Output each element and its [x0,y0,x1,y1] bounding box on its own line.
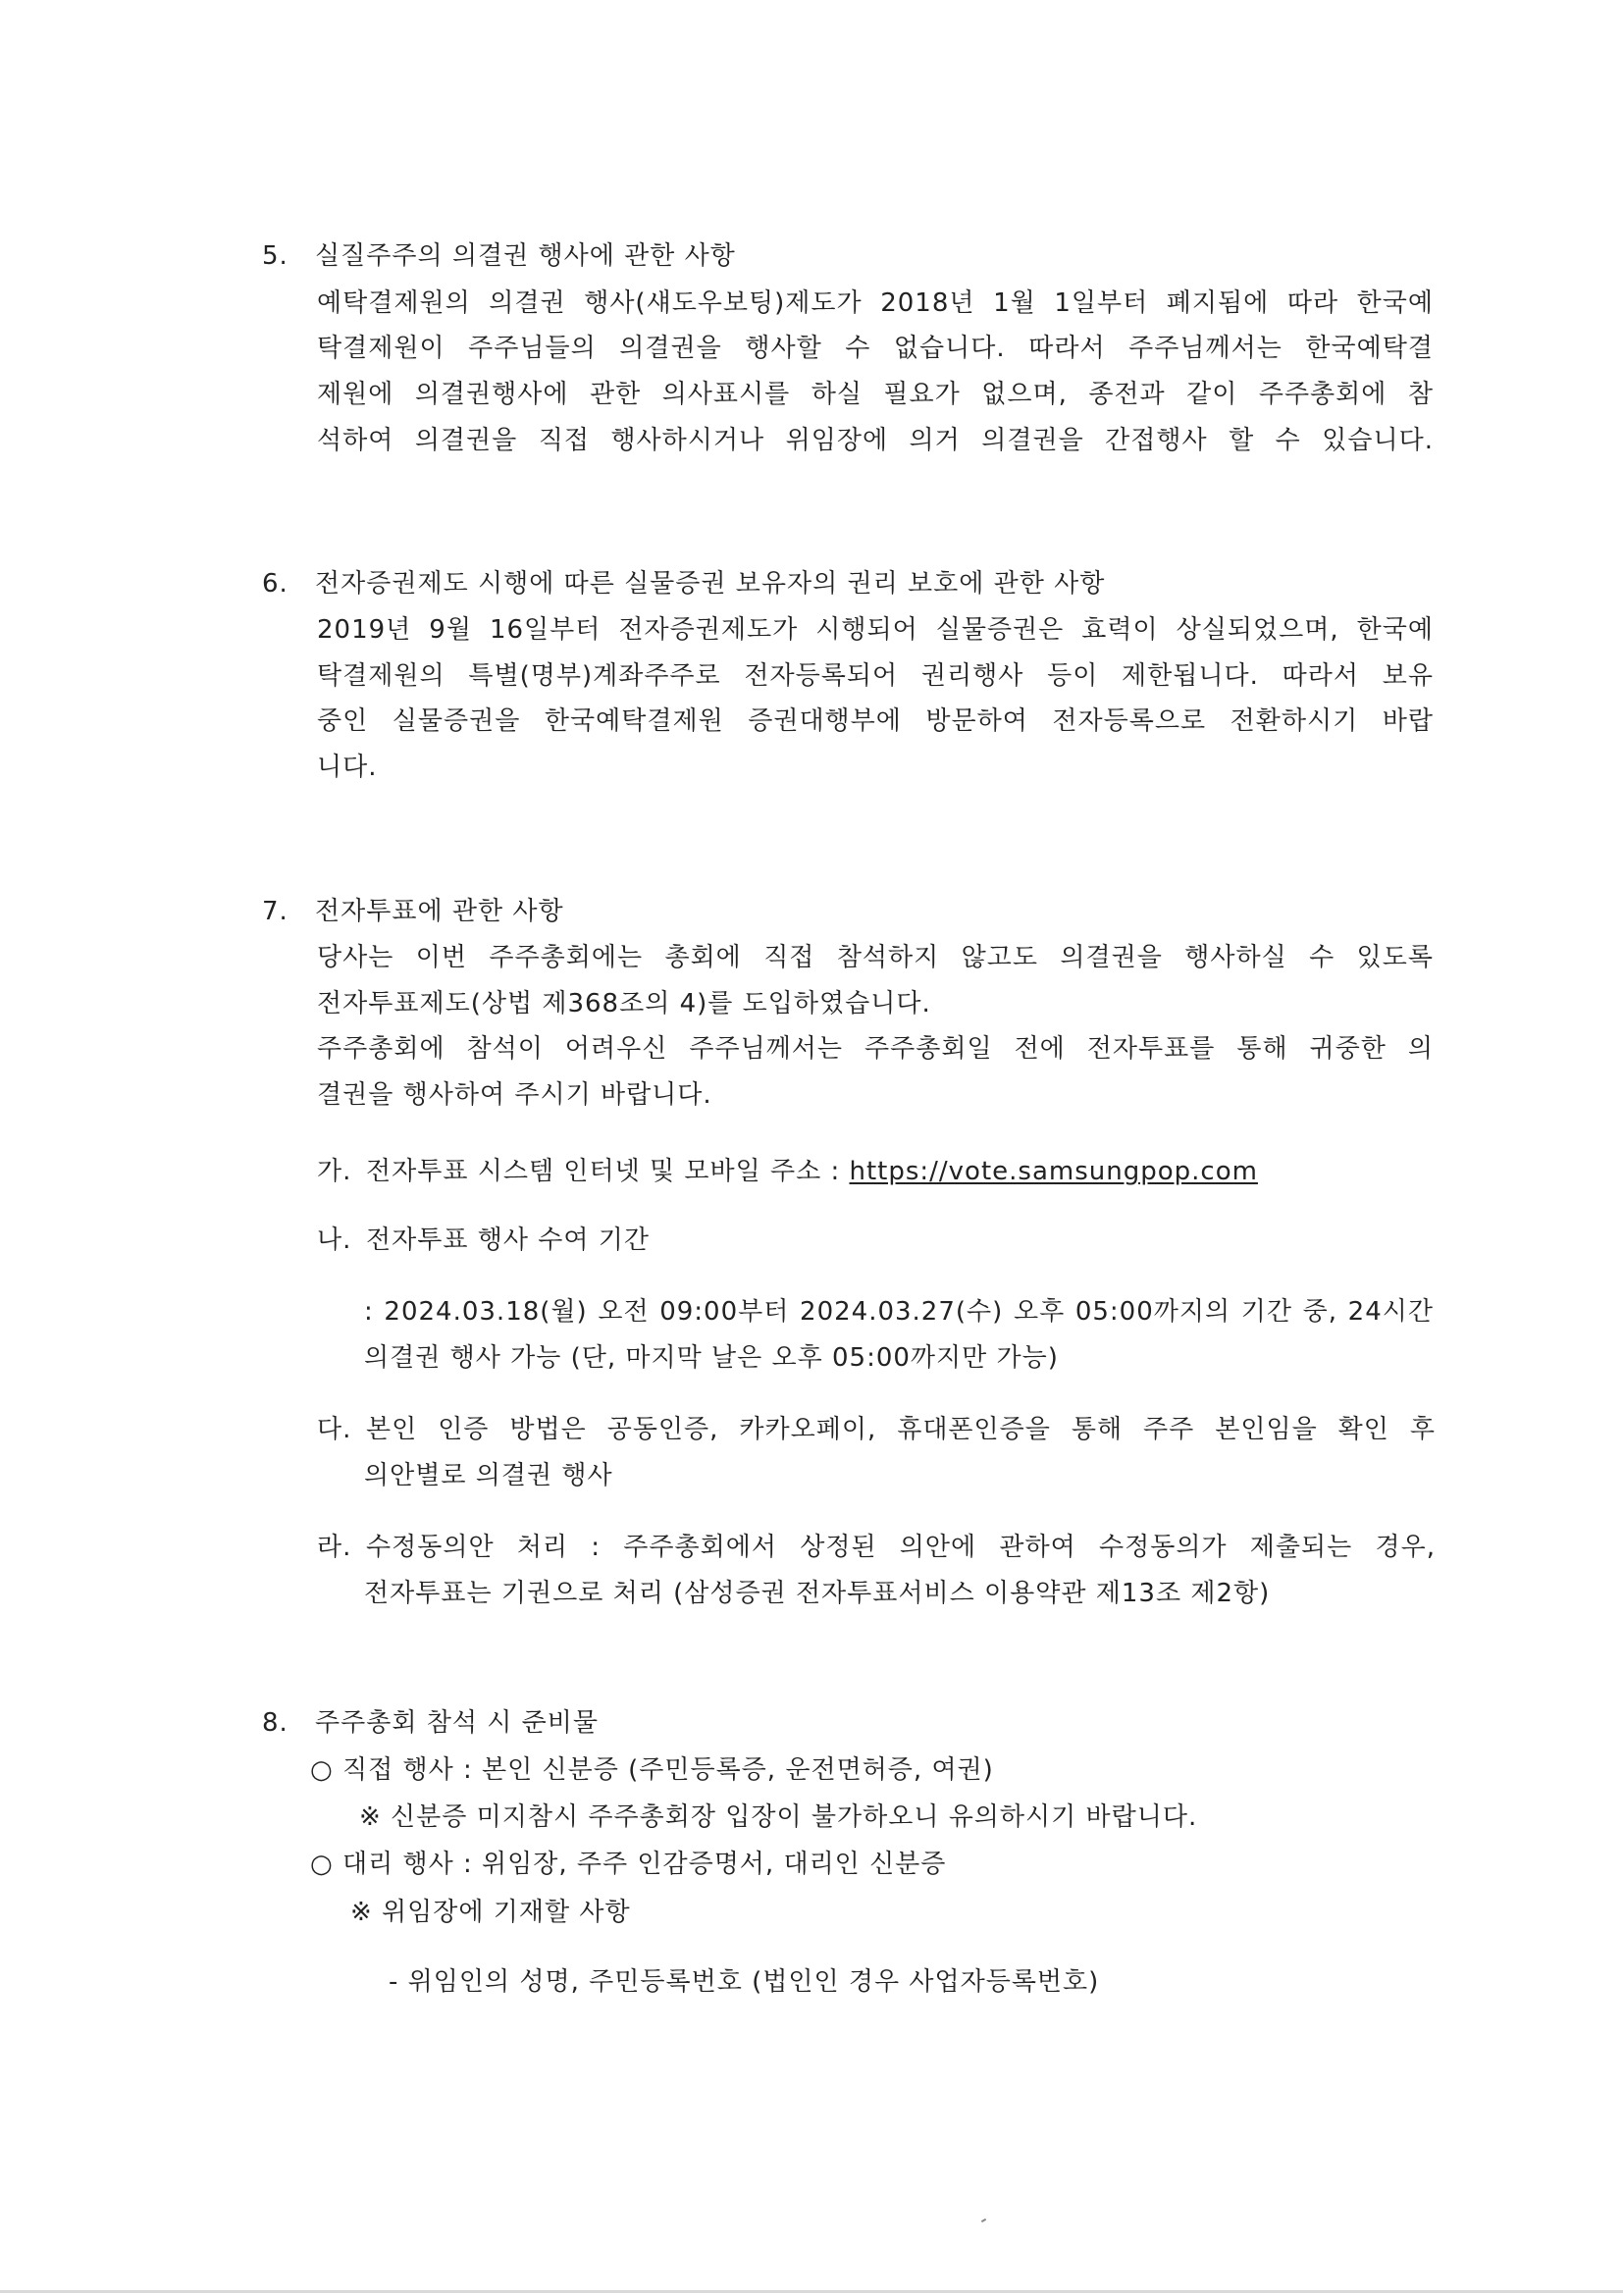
section-5-heading [262,235,736,272]
proxy-form-note: ※ 위임장에 기재할 사항 [350,1898,631,1927]
sub-item-text: 전자투표 행사 수여 기간 [366,1226,650,1255]
sub-item-na [317,1220,650,1256]
section-6-line: 2019년 9월 16일부터 전자증권제도가 시행되어 실물증권은 효력이 상실되었으며, 한국예 [317,615,1434,645]
section-8-heading [262,1702,599,1739]
section-7-line: 전자투표제도(상법 제368조의 4)를 도입하였습니다. [317,989,931,1018]
section-6-line: 중인 실물증권을 한국예탁결제원 증권대행부에 방문하여 전자등록으로 전환하시기 바랍 [317,706,1434,736]
section-7-line: 결권을 행사하여 주시기 바랍니다. [317,1080,712,1110]
section-number: 6. [262,569,288,599]
section-title: 실질주주의 의결권 행사에 관한 사항 [315,241,736,271]
section-number: 8. [262,1708,288,1738]
vote-url-link[interactable]: https://vote.samsungpop.com [849,1157,1258,1186]
section-7-line: 당사는 이번 주주총회에는 총회에 직접 참석하지 않고도 의결권을 행사하실 수 있도록 [317,943,1434,972]
sub-item-ra [317,1527,1436,1563]
sub-item-label: 나. [317,1226,352,1255]
section-5-line: 제원에 의결권행사에 관한 의사표시를 하실 필요가 없으며, 종전과 같이 주주총회에 참 [317,380,1434,409]
sub-item-da [317,1409,1436,1445]
section-number: 7. [262,897,288,926]
proxy-attendance-item: ○ 대리 행사 : 위임장, 주주 인감증명서, 대리인 신분증 [310,1850,947,1879]
section-6-line: 탁결제원의 특별(명부)계좌주주로 전자등록되어 권리행사 등이 제한됩니다. 따라서 보유 [317,661,1434,691]
voting-period-line: : 2024.03.18(월) 오전 09:00부터 2024.03.27(수) 오후 05:00까지의 기간 중, 24시간 [364,1297,1434,1327]
section-7-line: 주주총회에 참석이 어려우신 주주님께서는 주주총회일 전에 전자투표를 통해 귀중한 의 [317,1034,1434,1064]
section-title: 주주총회 참석 시 준비물 [315,1708,599,1738]
sub-item-ra-line2: 전자투표는 기권으로 처리 (삼성증권 전자투표서비스 이용약관 제13조 제2항) [364,1579,1271,1608]
section-5-line: 석하여 의결권을 직접 행사하시거나 위임장에 의거 의결권을 간접행사 할 수 있습니다. [317,426,1434,455]
direct-attendance-item: ○ 직접 행사 : 본인 신분증 (주민등록증, 운전면허증, 여권) [310,1755,994,1785]
section-6-heading [262,563,1105,600]
section-title: 전자증권제도 시행에 따른 실물증권 보유자의 권리 보호에 관한 사항 [315,569,1106,599]
sub-item-text: 본인 인증 방법은 공동인증, 카카오페이, 휴대폰인증을 통해 주주 본인임을 확인 후 [366,1415,1436,1444]
voting-period-line: 의결권 행사 가능 (단, 마지막 날은 오후 05:00까지만 가능) [364,1343,1059,1373]
section-title: 전자투표에 관한 사항 [315,897,564,926]
section-5-line: 예탁결제원의 의결권 행사(섀도우보팅)제도가 2018년 1월 1일부터 폐지됨에 따라 한국예 [317,288,1434,318]
proxy-form-requirement: - 위임인의 성명, 주민등록번호 (법인인 경우 사업자등록번호) [389,1967,1100,1997]
sub-item-label: 다. [317,1415,352,1444]
page-bottom-edge [0,2290,1623,2293]
scan-mark [981,2218,986,2222]
sub-item-label: 라. [317,1533,352,1562]
sub-item-text: 수정동의안 처리 : 주주총회에서 상정된 의안에 관하여 수정동의가 제출되는 경우, [366,1533,1436,1562]
section-5-line: 탁결제원이 주주님들의 의결권을 행사할 수 없습니다. 따라서 주주님께서는 한국예탁결 [317,334,1434,363]
id-required-note: ※ 신분증 미지참시 주주총회장 입장이 불가하오니 유의하시기 바랍니다. [359,1802,1198,1832]
sub-item-ga [317,1151,1258,1187]
sub-item-da-line2: 의안별로 의결권 행사 [364,1461,613,1490]
sub-item-label: 가. [317,1157,352,1186]
sub-item-text: 전자투표 시스템 인터넷 및 모바일 주소 : [366,1157,850,1186]
section-7-heading [262,891,564,927]
section-6-line: 니다. [317,753,378,782]
section-number: 5. [262,241,288,271]
